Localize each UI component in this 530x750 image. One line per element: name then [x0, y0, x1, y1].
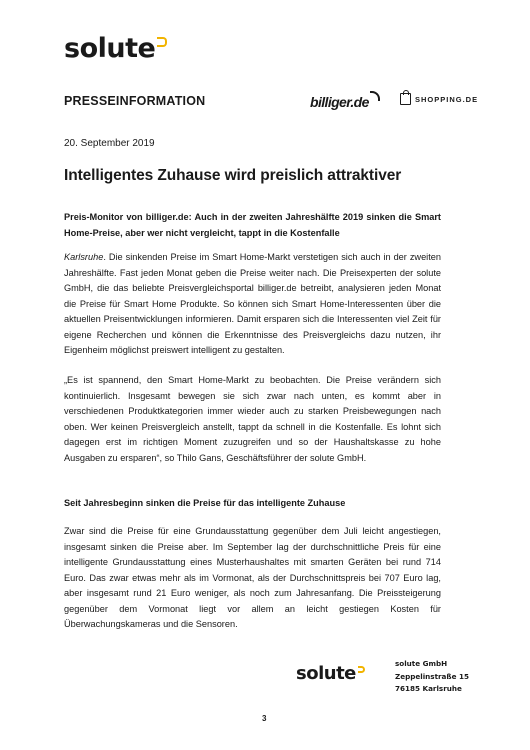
footer-logo-accent-icon: [358, 666, 365, 673]
press-header: [64, 92, 504, 112]
press-label: PRESSEINFORMATION: [64, 94, 206, 108]
billiger-logo-text: billiger.de: [310, 94, 369, 110]
billiger-logo: [310, 91, 380, 110]
page-title: Intelligentes Zuhause wird preislich attraktiver: [64, 167, 402, 184]
shopping-logo: [400, 93, 478, 105]
shopping-bag-icon: [400, 93, 411, 105]
paragraph-3: Zwar sind die Preise für eine Grundausstattung gegenüber dem Juli leicht angestiegen, insgesamt sinken die Preise aber. Im September lag der durchschnittliche Preis für eine intelligente Grundausstattung eines Musterhaushaltes mit smarten Geräten bei rund 714 Euro. Das zwar etwas mehr als im Vormonat, als der Durchschnittspreis bei 707 Euro lag, aber insgesamt rund 21 Euro weniger, als noch zum Jahresanfang. Die Preissteigerung gegenüber dem Vormonat liegt vor allem an leicht gestiegen Kosten für Überwachungskameras und die Sensoren.: [64, 526, 441, 629]
paragraph-1-text: . Die sinkenden Preise im Smart Home-Markt verstetigen sich auch in der zweiten Jahreshälfte. Fast jeden Monat geben die Preise weiter nach. Die Preisexperten der solute GmbH, die das beliebte Preisvergleichsportal billiger.de betreibt, analysieren jeden Monat die Preise für Smart Home Produkte. So können sich Smart Home-Interessenten über die aktuellen Preisentwicklungen informieren. Damit ersparen sich die Interessenten viel Zeit für eigene Recherchen und können die Erkenntnisse des Preisvergleichs dazu nutzen, ihr Eigenheim möglichst preiswert intelligent zu gestalten.: [64, 252, 441, 355]
company-street: Zeppelinstraße 15: [395, 671, 469, 681]
footer-logo-wordmark: solute: [296, 663, 356, 684]
location: Karlsruhe: [64, 252, 104, 262]
signal-icon: [370, 91, 380, 101]
paragraph-2: „Es ist spannend, den Smart Home-Markt zu beobachten. Die Preise verändern sich kontinuierlich. Insgesamt bewegen sie sich zwar nach unten, es kommt aber in verschiedenen Produktkategorien immer wieder auch zu starken Preisbewegungen nach oben. Wer keinen Preisvergleich anstellt, tappt da schnell in die Kostenfalle. Es lohnt sich dagegen erst im richtigen Moment zuzugreifen und so der Haushaltskasse zu hohe Ausgaben zu ersparen“, so Thilo Gans, Geschäftsführer der solute GmbH.: [64, 375, 441, 463]
lead-paragraph: Preis-Monitor von billiger.de: Auch in der zweiten Jahreshälfte 2019 sinken die Smart Home-Preise, aber wer nicht vergleicht, tappt in die Kostenfalle: [64, 212, 441, 238]
company-address: [395, 658, 469, 696]
solute-logo: [64, 34, 167, 66]
logo-accent-icon: [157, 37, 167, 47]
paragraph-1: [64, 250, 441, 359]
page-number: 3: [262, 714, 267, 723]
shopping-logo-text: SHOPPING.DE: [415, 94, 479, 104]
company-city: 76185 Karlsruhe: [395, 684, 462, 693]
subheading: Seit Jahresbeginn sinken die Preise für das intelligente Zuhause: [64, 498, 346, 508]
company-name: solute GmbH: [395, 659, 448, 668]
release-date: 20. September 2019: [64, 138, 155, 149]
logo-wordmark: solute: [64, 33, 156, 64]
footer-logo: [296, 664, 365, 684]
